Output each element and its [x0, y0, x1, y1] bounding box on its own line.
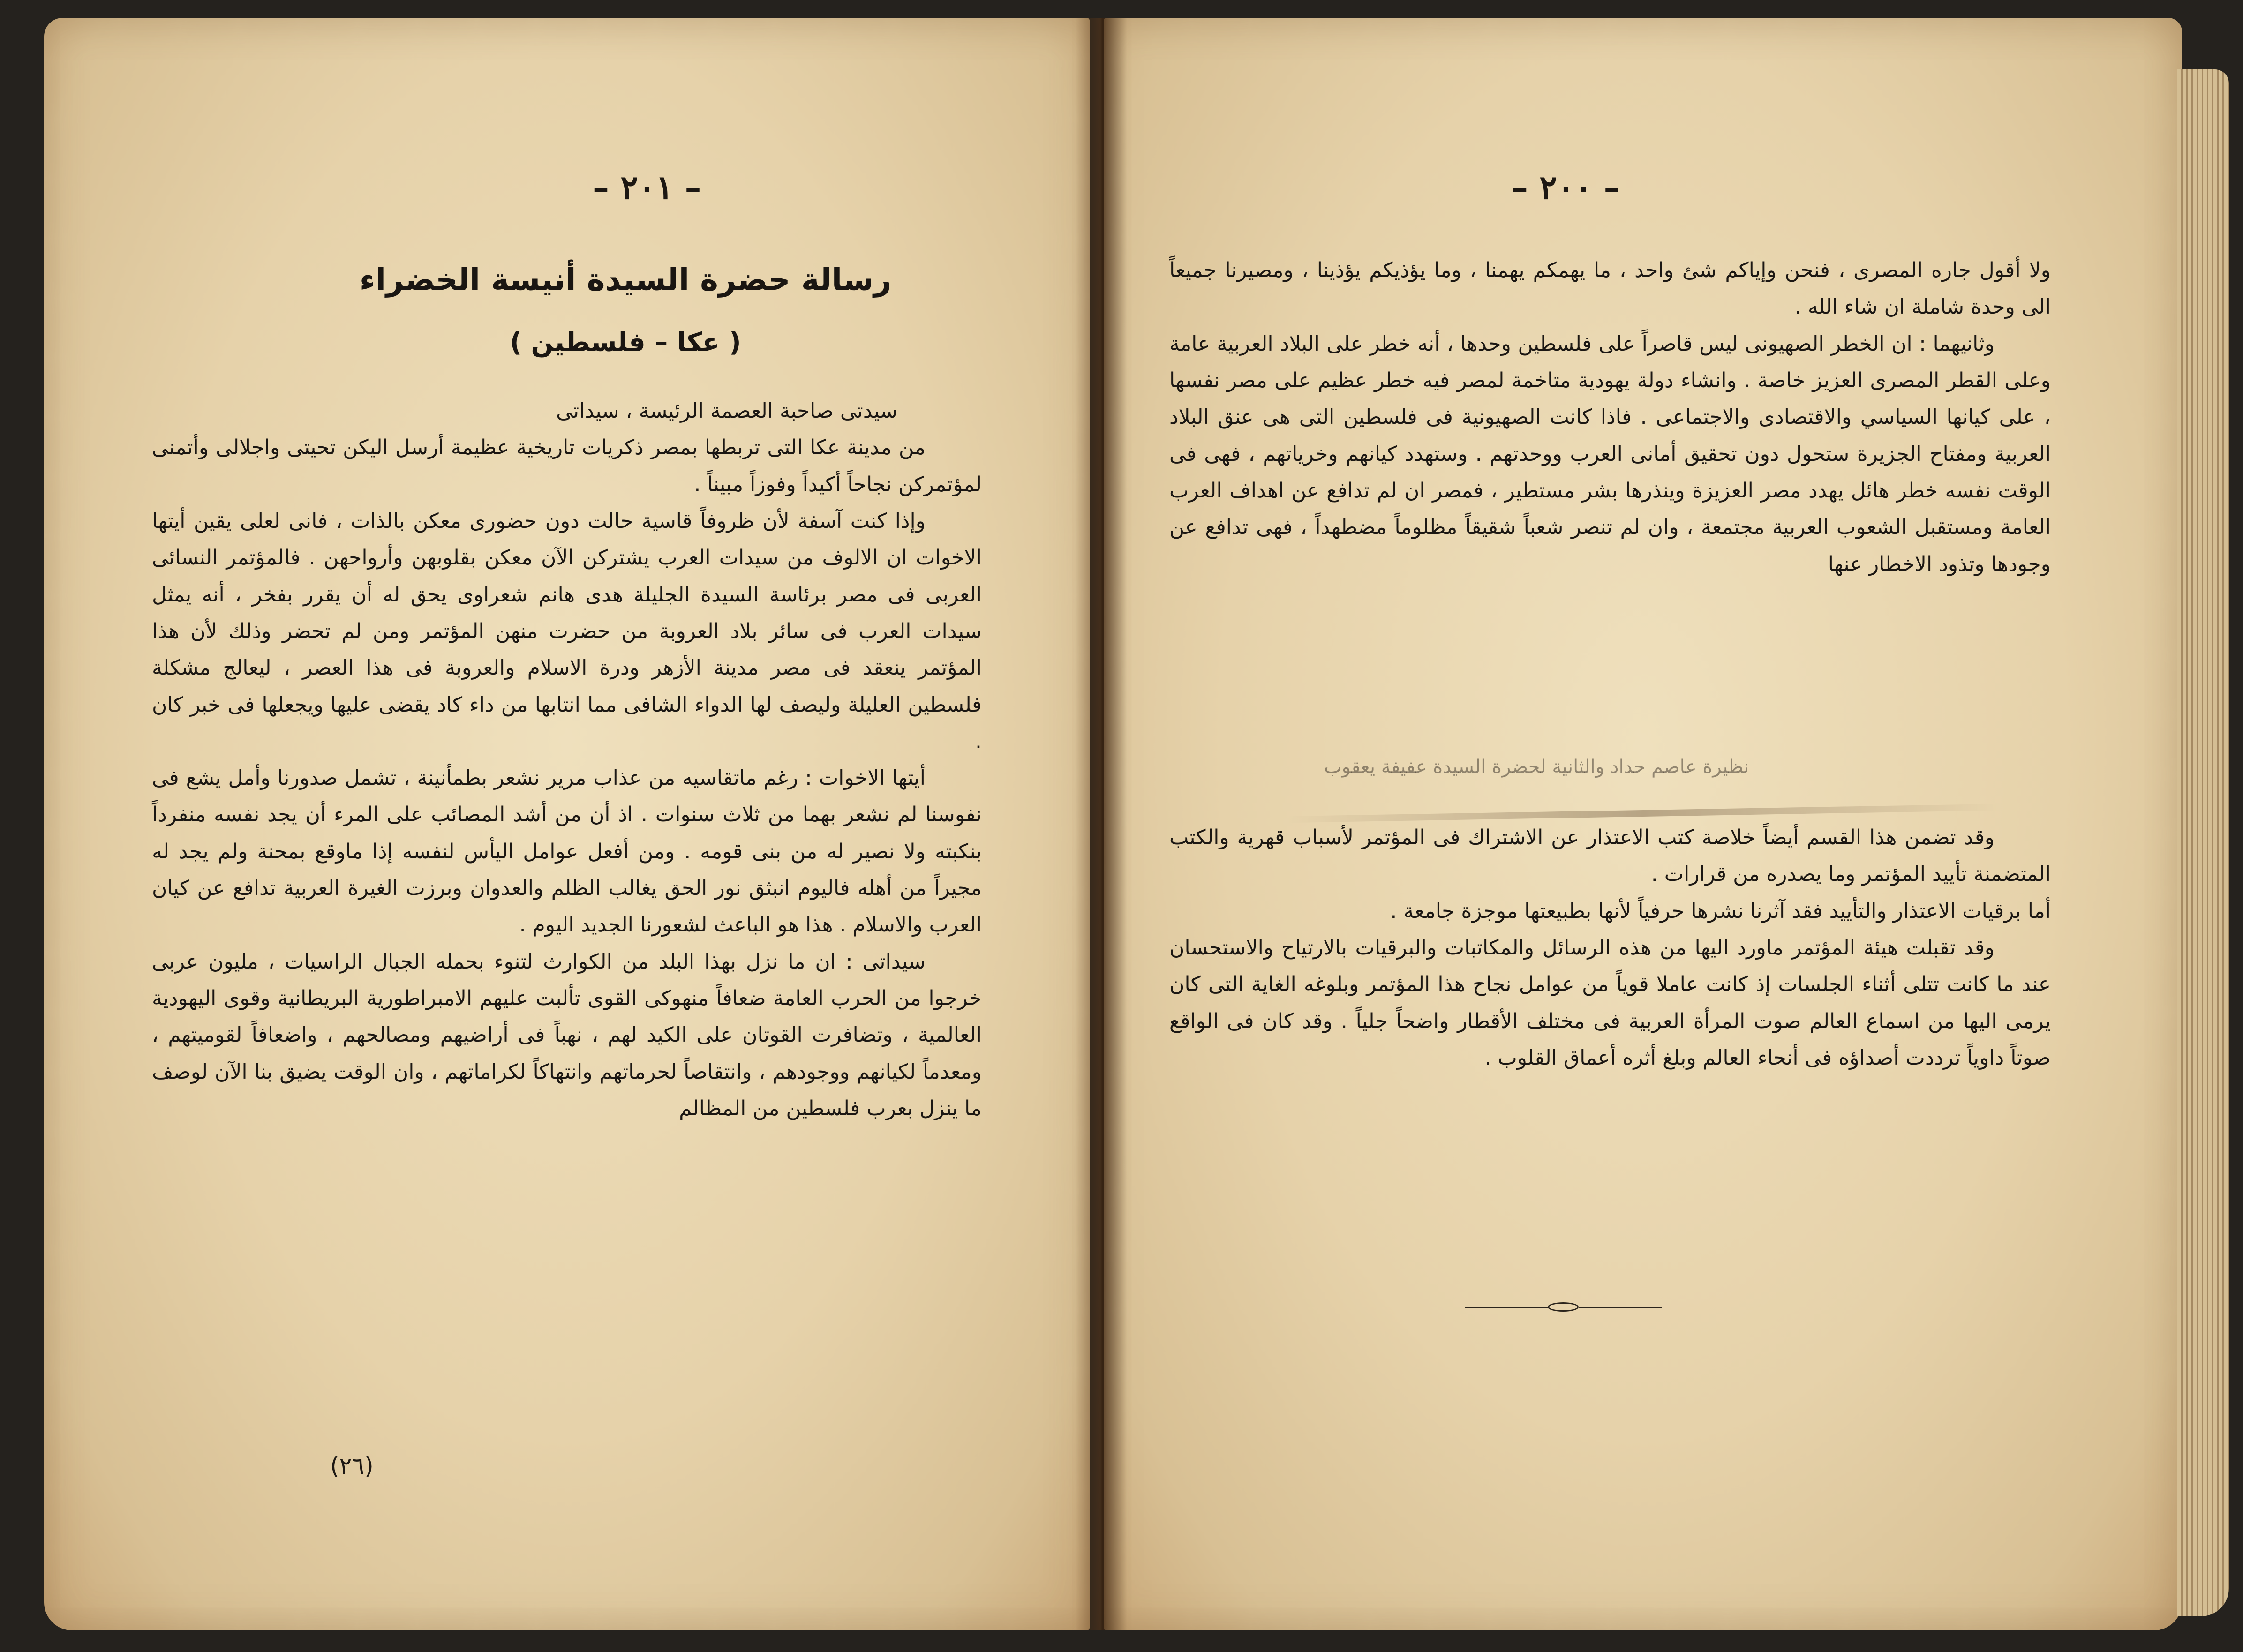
left-paragraph-3: أيتها الاخوات : رغم ماتقاسيه من عذاب مرير نشعر بطمأنينة ، تشمل صدورنا وأمل يشع فى نفوسنا لم نشعر بهما من ثلاث سنوات . اذ أن من أشد المصائب على المرء أن يجد نفسه منفرداً بنكبته ولا نصير له من بنى قومه . ومن أفعل عوامل اليأس لنفسه إذا ماوقع بمحنة ولم يجد له مجيراً من أهله فاليوم انبثق نور الحق يغالب الظلم والعدوان وبرزت الغيرة العربية تدافع عن كيان العرب والاسلام . هذا هو الباعث لشعورنا الجديد اليوم .	[152, 766, 982, 937]
book-gutter	[1076, 18, 1127, 1630]
left-paragraph-4: سيداتى : ان ما نزل بهذا البلد من الكوارث لتنوء بحمله الجبال الراسيات ، مليون عربى خرجوا من الحرب العامة ضعافاً منهوكى القوى تألبت عليهم الامبراطورية البريطانية وقوى اليهودية العالمية ، وتضافرت القوتان على الكيد لهم ، نهباً فى أراضيهم ومصالحهم ، واضعافاً لقوميتهم ، ومعدماً لكيانهم ووجودهم ، وانتقاصاً لحرماتهم وانتهاكاً لكراماتهم ، وان الوقت يضيق بنا الآن لوصف ما ينزل بعرب فلسطين من المظالم	[152, 949, 982, 1120]
left-paragraph-2: وإذا كنت آسفة لأن ظروفاً قاسية حالت دون حضورى معكن بالذات ، فانى لعلى يقين أيتها الاخوات ان الالوف من سيدات العرب يشتركن الآن معكن بقلوبهن وأرواحهن . فالمؤتمر النسائى العربى فى مصر برئاسة السيدة الجليلة هدى هانم شعراوى يحق له أن يقرر بفخر ، أنه يمثل سيدات العرب فى سائر بلاد العروبة من حضرت منهن المؤتمر ومن لم تحضر وذلك لأن هذا المؤتمر ينعقد فى مصر مدينة الأزهر ودرة الاسلام والعروبة فى هذا العصر ، ليعالج مشكلة فلسطين العليلة وليصف لها الدواء الشافى مما انتابها من داء كاد يقضى عليها ويجعلها فى خبر كان .	[152, 509, 982, 753]
right-page-number: – ٢٠٠ –	[1512, 168, 1620, 207]
right-page-body-top	[1169, 252, 2051, 583]
left-paragraph-1: من مدينة عكا التى تربطها بمصر ذكريات تاريخية عظيمة أرسل اليكن تحيتى واجلالى وأتمنى لمؤتمركن نجاحاً أكيداً وفوزاً مبيناً .	[152, 436, 982, 496]
open-book	[11, 18, 2234, 1635]
page-edges	[2177, 69, 2229, 1616]
signature-mark: (٢٦)	[330, 1452, 374, 1479]
letter-title: رسالة حضرة السيدة أنيسة الخضراء	[359, 262, 892, 298]
right-page-body-bottom	[1169, 819, 2051, 1076]
left-page-body	[152, 393, 982, 1127]
faded-text-line: نظيرة عاصم حداد والثانية لحضرة السيدة عفيفة يعقوب	[1324, 756, 1749, 778]
salutation: سيدتى صاحبة العصمة الرئيسة ، سيداتى	[556, 399, 897, 423]
end-ornament	[1465, 1302, 1662, 1312]
right-paragraph-4: أما برقيات الاعتذار والتأييد فقد آثرنا نشرها حرفياً لأنها بطبيعتها موجزة جامعة .	[1390, 899, 2051, 923]
right-paragraph-5: وقد تقبلت هيئة المؤتمر ماورد اليها من هذه الرسائل والمكاتبات والبرقيات بالارتياح والاستحسان عند ما كانت تتلى أثناء الجلسات إذ كانت عاملا قوياً من عوامل نجاح هذا المؤتمر وبلوغه الغاية التى كان يرمى اليها من اسماع العالم صوت المرأة العربية فى مختلف الأقطار واضحاً جلياً . وقد كان فى الواقع صوتاً داوياً ترددت أصداؤه فى أنحاء العالم وبلغ أثره أعماق القلوب .	[1169, 935, 2051, 1070]
right-paragraph-2: وثانيهما : ان الخطر الصهيونى ليس قاصراً على فلسطين وحدها ، أنه خطر على البلاد العربية عامة وعلى القطر المصرى العزيز خاصة . وانشاء دولة يهودية متاخمة لمصر فيه خطر عظيم على مصر نفسها ، على كيانها السياسي والاقتصادى والاجتماعى . فاذا كانت الصهيونية فى فلسطين التى هى عنق البلاد العربية ومفتاح الجزيرة ستحول دون تحقيق أمانى العرب ووحدتهم . وستهدد كيانهم وخرياتهم ، فهى فى الوقت نفسه خطر هائل يهدد مصر العزيزة وينذرها بشر مستطير ، فمصر ان لم تدافع عن اهداف العرب العامة ومستقبل الشعوب العربية مجتمعة ، وان لم تنصر شعباً شقيقاً مظلوماً مضطهداً ، فهى تدافع عن وجودها وتذود الاخطار عنها	[1169, 331, 2051, 576]
right-paragraph-3: وقد تضمن هذا القسم أيضاً خلاصة كتب الاعتذار عن الاشتراك فى المؤتمر لأسباب قهرية والكتب المتضمنة تأييد المؤتمر وما يصدره من قرارات .	[1169, 826, 2051, 886]
right-paragraph-1: ولا أقول جاره المصرى ، فنحن وإياكم شئ واحد ، ما يهمكم يهمنا ، وما يؤذيكم يؤذينا ، ومصيرنا جميعاً الى وحدة شاملة ان شاء الله .	[1169, 258, 2051, 319]
letter-subtitle: ( عكا – فلسطين )	[510, 327, 741, 358]
left-page-number: – ٢٠١ –	[593, 168, 701, 207]
